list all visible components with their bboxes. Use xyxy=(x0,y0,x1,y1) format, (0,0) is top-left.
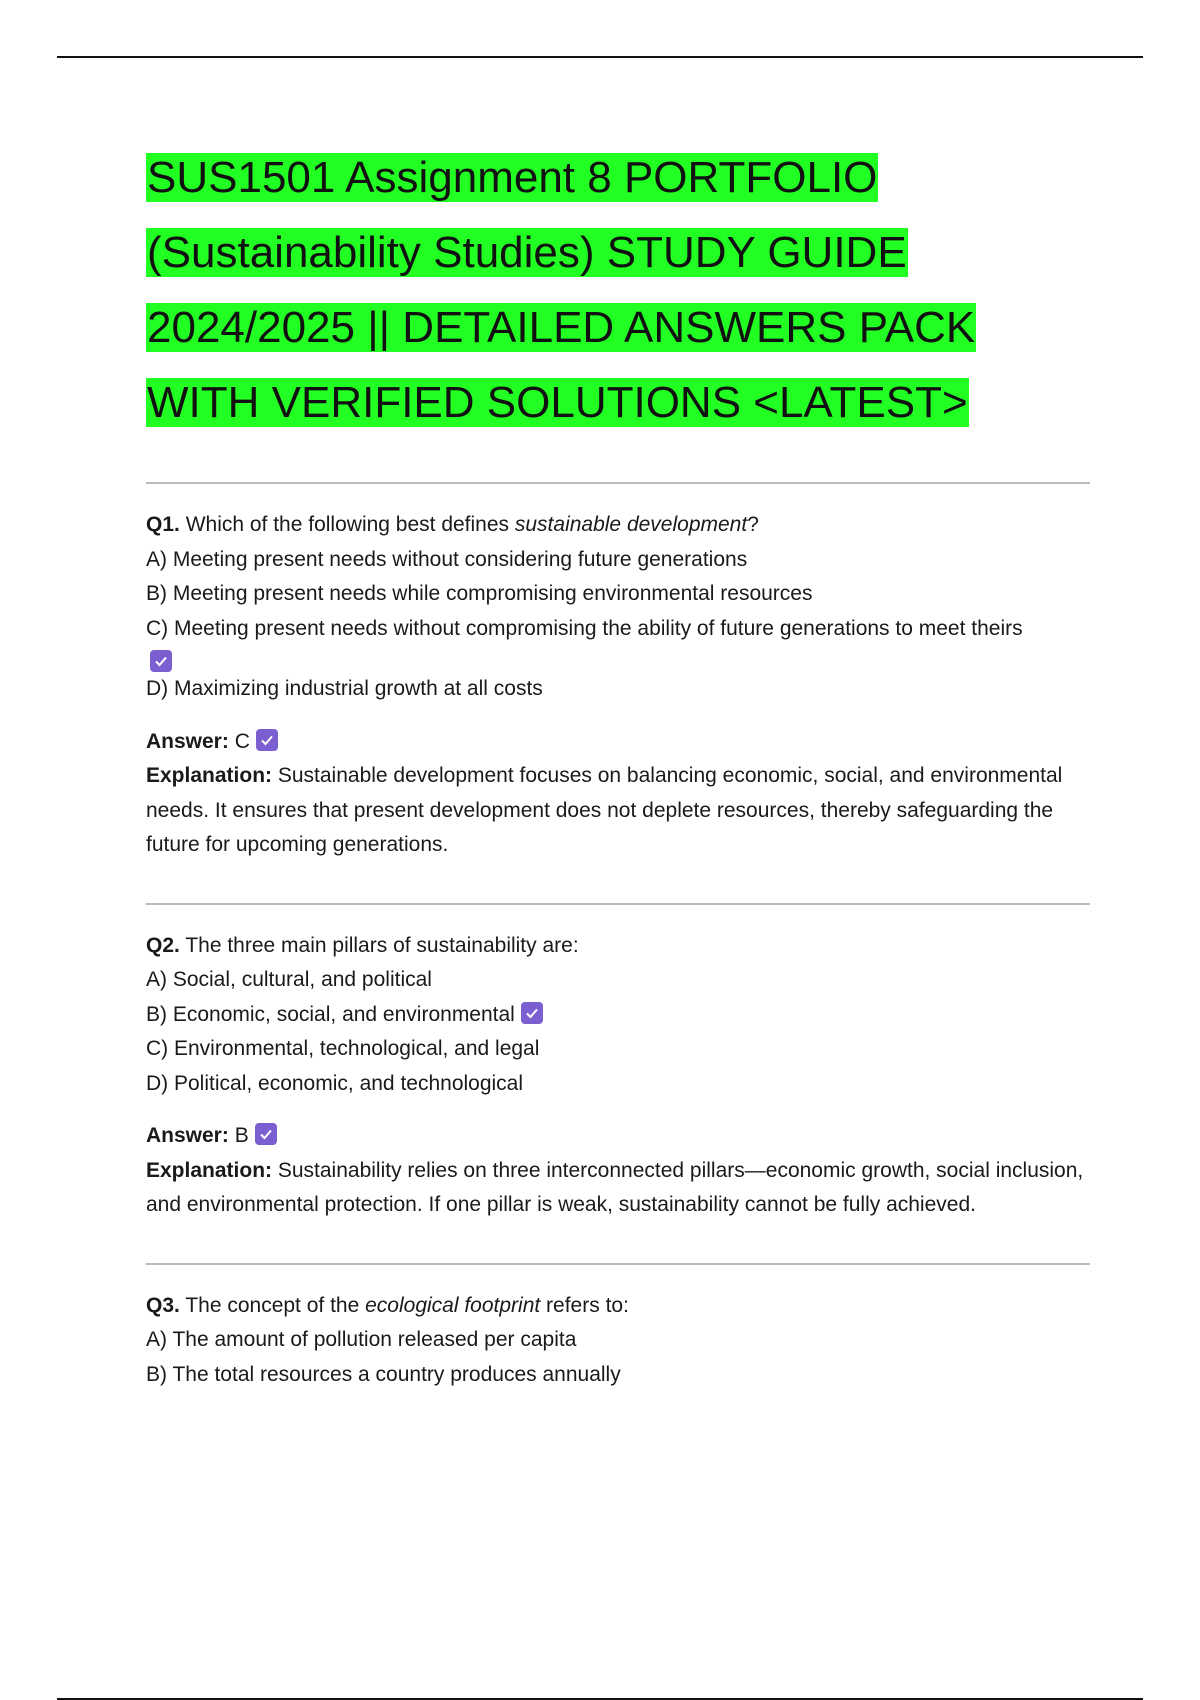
question-1-term: sustainable development xyxy=(514,513,748,536)
section-divider xyxy=(146,482,1090,484)
section-divider xyxy=(146,1263,1090,1265)
question-1-explanation-text: Sustainable development focuses on balancing economic, social, and environmental needs. It ensures that present development does not deplete resources, thereby safeguarding the future for upcoming generations. xyxy=(146,764,1063,856)
question-2-option-b-row xyxy=(146,998,1090,1033)
explanation-label: Explanation: xyxy=(146,1158,273,1182)
title-line-1: SUS1501 Assignment 8 PORTFOLIO xyxy=(147,153,878,202)
question-2-answer-value: B xyxy=(228,1124,249,1147)
checkbox-checked-icon xyxy=(256,729,278,751)
question-2 xyxy=(146,929,1090,1223)
question-1-text: Which of the following best defines xyxy=(179,513,515,536)
section-divider xyxy=(146,903,1090,905)
question-2-answer xyxy=(146,1119,1090,1154)
question-2-stem xyxy=(146,929,1090,964)
checkbox-checked-icon xyxy=(521,1002,543,1024)
question-3-term: ecological footprint xyxy=(365,1293,541,1317)
question-2-option-a: A) Social, cultural, and political xyxy=(146,968,432,991)
question-2-number: Q2. xyxy=(146,933,180,957)
title-line-2: (Sustainability Studies) STUDY GUIDE xyxy=(147,228,907,277)
document-title xyxy=(146,140,1090,440)
question-1 xyxy=(146,508,1090,863)
question-2-option-d: D) Political, economic, and technological xyxy=(146,1071,524,1095)
question-1-option-c: C) Meeting present needs without compromising the ability of future generations to meet theirs xyxy=(146,616,1023,640)
question-1-option-b: B) Meeting present needs while compromising environmental resources xyxy=(146,582,813,605)
question-2-explanation xyxy=(146,1154,1090,1223)
question-1-answer-value: C xyxy=(228,729,250,753)
question-3-option-a: A) The amount of pollution released per capita xyxy=(146,1328,577,1351)
page-top-rule xyxy=(57,56,1143,58)
question-2-option-c: C) Environmental, technological, and legal xyxy=(146,1037,540,1060)
question-1-number: Q1. xyxy=(146,513,180,536)
question-3-number: Q3. xyxy=(146,1293,180,1317)
question-1-stem xyxy=(146,508,1090,543)
question-2-option-b: B) Economic, social, and environmental xyxy=(146,1002,515,1026)
question-1-option-d: D) Maximizing industrial growth at all costs xyxy=(146,677,543,700)
question-1-option-a: A) Meeting present needs without considering future generations xyxy=(146,547,748,571)
question-1-text-end: ? xyxy=(747,513,759,536)
answer-label: Answer: xyxy=(146,729,229,753)
question-3-text: The concept of the xyxy=(179,1293,366,1317)
question-3-stem xyxy=(146,1289,1090,1324)
question-3 xyxy=(146,1289,1090,1393)
question-3-option-b: B) The total resources a country produces annually xyxy=(146,1362,621,1386)
document-body xyxy=(146,140,1090,1392)
question-1-explanation xyxy=(146,759,1090,863)
question-1-answer xyxy=(146,725,1090,760)
explanation-label: Explanation: xyxy=(146,764,273,787)
question-2-explanation-text: Sustainability relies on three interconnected pillars—economic growth, social inclusion, and environmental protection. If one pillar is weak, sustainability cannot be fully achieved. xyxy=(146,1158,1084,1216)
question-2-text: The three main pillars of sustainability are: xyxy=(179,933,579,957)
checkbox-checked-icon xyxy=(150,650,172,672)
checkbox-checked-icon xyxy=(255,1123,277,1145)
title-line-3: 2024/2025 || DETAILED ANSWERS PACK xyxy=(147,303,976,352)
question-3-text-end: refers to: xyxy=(540,1293,629,1317)
answer-label: Answer: xyxy=(146,1124,229,1147)
title-line-4: WITH VERIFIED SOLUTIONS <LATEST> xyxy=(147,378,968,427)
